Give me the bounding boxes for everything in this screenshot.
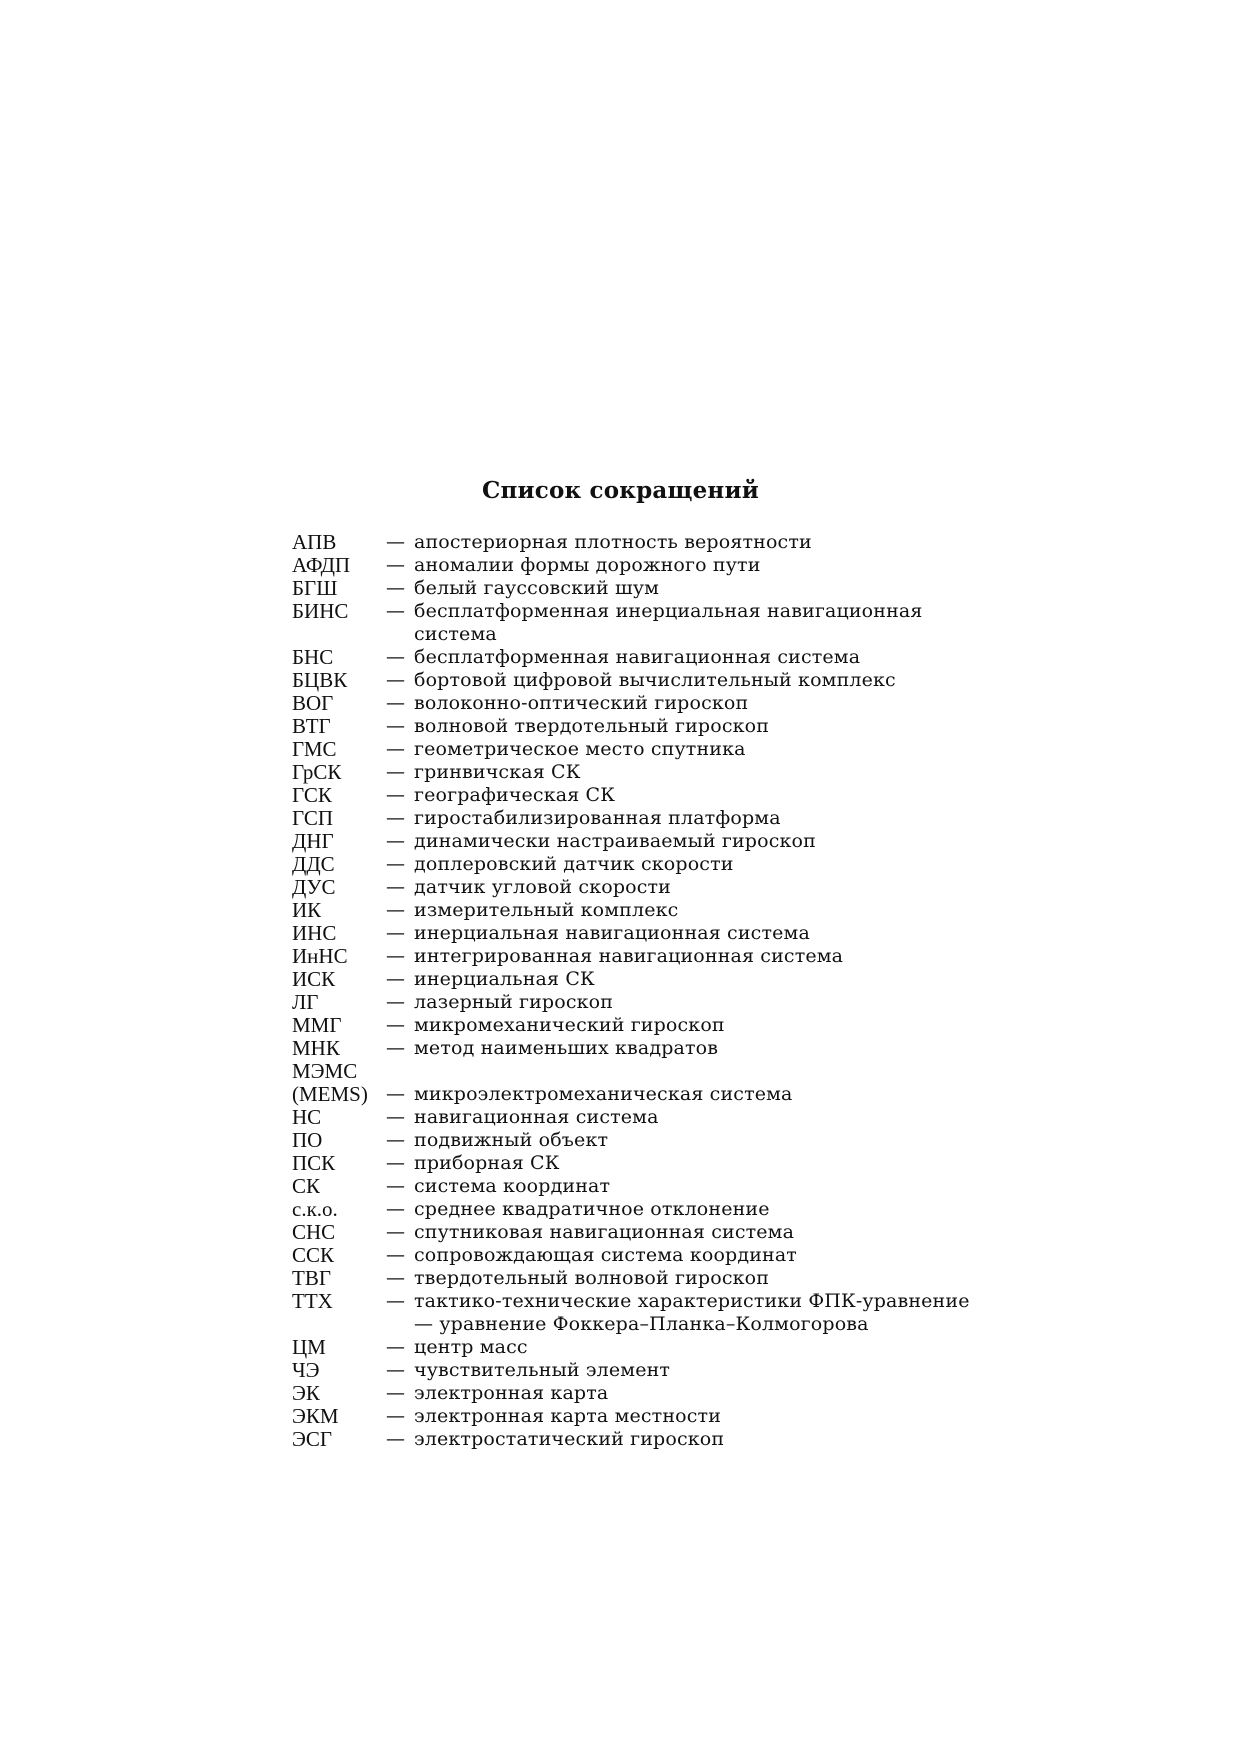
abbreviation-row xyxy=(292,1060,992,1083)
abbreviation-term: ДНГ xyxy=(292,829,334,853)
abbreviation-definition: центр масс xyxy=(414,1336,528,1358)
abbreviation-term: ПСК xyxy=(292,1151,336,1175)
abbreviation-dash: — xyxy=(386,646,405,668)
abbreviation-row xyxy=(292,577,992,600)
abbreviation-term: ДДС xyxy=(292,852,335,876)
abbreviation-row xyxy=(292,945,992,968)
abbreviation-dash: — xyxy=(386,991,405,1013)
abbreviation-row xyxy=(292,853,992,876)
abbreviation-term: ЭСГ xyxy=(292,1427,333,1451)
abbreviation-row xyxy=(292,1336,992,1359)
abbreviation-term: (MEMS) xyxy=(292,1082,368,1106)
abbreviation-definition: бесплатформенная навигационная система xyxy=(414,646,861,668)
abbreviation-term: ТВГ xyxy=(292,1266,331,1290)
abbreviation-term: СНС xyxy=(292,1220,336,1244)
abbreviation-row xyxy=(292,922,992,945)
abbreviation-row xyxy=(292,1359,992,1382)
abbreviation-dash: — xyxy=(386,1152,405,1174)
abbreviation-row xyxy=(292,807,992,830)
abbreviation-definition: географическая СК xyxy=(414,784,616,806)
abbreviation-row xyxy=(292,1106,992,1129)
abbreviation-row xyxy=(292,715,992,738)
abbreviation-dash: — xyxy=(386,600,405,622)
abbreviation-row xyxy=(292,600,992,646)
abbreviation-definition: микромеханический гироскоп xyxy=(414,1014,725,1036)
abbreviation-row xyxy=(292,1382,992,1405)
abbreviation-term: ИнНС xyxy=(292,944,348,968)
abbreviation-row xyxy=(292,1175,992,1198)
abbreviation-definition: навигационная система xyxy=(414,1106,659,1128)
abbreviation-row xyxy=(292,830,992,853)
abbreviation-definition: микроэлектромеханическая система xyxy=(414,1083,793,1105)
abbreviation-dash: — xyxy=(386,1129,405,1151)
abbreviation-term: ВОГ xyxy=(292,691,334,715)
abbreviation-dash: — xyxy=(386,1037,405,1059)
abbreviation-definition: инерциальная навигационная система xyxy=(414,922,810,944)
abbreviation-term: с.к.о. xyxy=(292,1197,338,1221)
abbreviation-dash: — xyxy=(386,715,405,737)
abbreviation-term: ТТХ xyxy=(292,1289,333,1313)
abbreviation-term: ЧЭ xyxy=(292,1358,320,1382)
abbreviation-row xyxy=(292,531,992,554)
abbreviation-definition: тактико-технические характеристики ФПК-уравнение — уравнение Фоккера–Планка–Колмогорова xyxy=(414,1290,970,1335)
abbreviation-definition: сопровождающая система координат xyxy=(414,1244,797,1266)
abbreviation-term: ГМС xyxy=(292,737,337,761)
abbreviation-dash: — xyxy=(386,1106,405,1128)
abbreviation-dash: — xyxy=(386,899,405,921)
abbreviation-list xyxy=(292,531,992,1451)
abbreviation-dash: — xyxy=(386,968,405,990)
abbreviation-term: ИК xyxy=(292,898,322,922)
abbreviation-term: ГрСК xyxy=(292,760,342,784)
abbreviation-row xyxy=(292,1037,992,1060)
abbreviation-definition: метод наименьших квадратов xyxy=(414,1037,719,1059)
abbreviation-definition: гринвичская СК xyxy=(414,761,581,783)
abbreviation-dash: — xyxy=(386,1198,405,1220)
abbreviation-term: ММГ xyxy=(292,1013,342,1037)
abbreviation-term: ИСК xyxy=(292,967,336,991)
abbreviation-definition: спутниковая навигационная система xyxy=(414,1221,795,1243)
abbreviation-dash: — xyxy=(386,577,405,599)
abbreviation-dash: — xyxy=(386,669,405,691)
abbreviation-definition: подвижный объект xyxy=(414,1129,609,1151)
abbreviation-definition: волоконно-оптический гироскоп xyxy=(414,692,749,714)
abbreviation-term: НС xyxy=(292,1105,322,1129)
abbreviation-dash: — xyxy=(386,692,405,714)
abbreviation-definition: лазерный гироскоп xyxy=(414,991,614,1013)
abbreviation-definition: геометрическое место спутника xyxy=(414,738,746,760)
abbreviation-dash: — xyxy=(386,1405,405,1427)
abbreviation-term: МЭМС xyxy=(292,1059,358,1083)
abbreviation-term: ЭК xyxy=(292,1381,320,1405)
abbreviation-dash: — xyxy=(386,554,405,576)
abbreviation-row xyxy=(292,899,992,922)
abbreviation-row xyxy=(292,669,992,692)
abbreviation-dash: — xyxy=(386,922,405,944)
abbreviation-definition: среднее квадратичное отклонение xyxy=(414,1198,770,1220)
abbreviation-definition: интегрированная навигационная система xyxy=(414,945,844,967)
abbreviation-definition: аномалии формы дорожного пути xyxy=(414,554,761,576)
abbreviation-dash: — xyxy=(386,1359,405,1381)
abbreviation-row xyxy=(292,1198,992,1221)
abbreviation-definition: апостериорная плотность вероятности xyxy=(414,531,812,553)
abbreviation-row xyxy=(292,646,992,669)
abbreviation-term: ПО xyxy=(292,1128,323,1152)
abbreviation-dash: — xyxy=(386,1336,405,1358)
abbreviation-row xyxy=(292,1221,992,1244)
abbreviation-term: БИНС xyxy=(292,599,349,623)
abbreviation-dash: — xyxy=(386,830,405,852)
abbreviation-term: ЦМ xyxy=(292,1335,326,1359)
abbreviation-row xyxy=(292,784,992,807)
abbreviation-row xyxy=(292,1244,992,1267)
abbreviation-row xyxy=(292,1083,992,1106)
abbreviation-dash: — xyxy=(386,1428,405,1450)
abbreviation-row xyxy=(292,1267,992,1290)
abbreviation-dash: — xyxy=(386,876,405,898)
abbreviation-dash: — xyxy=(386,1382,405,1404)
abbreviation-definition: измерительный комплекс xyxy=(414,899,679,921)
abbreviation-row xyxy=(292,1152,992,1175)
abbreviation-dash: — xyxy=(386,531,405,553)
abbreviation-term: ЭКМ xyxy=(292,1404,339,1428)
abbreviation-dash: — xyxy=(386,1175,405,1197)
abbreviation-term: БЦВК xyxy=(292,668,348,692)
abbreviation-definition: электронная карта местности xyxy=(414,1405,722,1427)
page-title: Список сокращений xyxy=(482,477,759,505)
abbreviation-dash: — xyxy=(386,1290,405,1312)
abbreviation-definition: электростатический гироскоп xyxy=(414,1428,725,1450)
abbreviation-dash: — xyxy=(386,1267,405,1289)
abbreviation-definition: электронная карта xyxy=(414,1382,609,1404)
abbreviation-definition: бесплатформенная инерциальная навигационная система xyxy=(414,600,923,645)
abbreviation-definition: динамически настраиваемый гироскоп xyxy=(414,830,816,852)
abbreviation-definition: приборная СК xyxy=(414,1152,560,1174)
abbreviation-dash: — xyxy=(386,1083,405,1105)
abbreviation-term: АПВ xyxy=(292,530,337,554)
abbreviation-term: ГСП xyxy=(292,806,334,830)
abbreviation-term: БНС xyxy=(292,645,334,669)
abbreviation-row xyxy=(292,554,992,577)
abbreviation-term: ИНС xyxy=(292,921,337,945)
abbreviation-definition: твердотельный волновой гироскоп xyxy=(414,1267,770,1289)
abbreviation-term: МНК xyxy=(292,1036,340,1060)
abbreviation-dash: — xyxy=(386,1221,405,1243)
abbreviation-term: АФДП xyxy=(292,553,351,577)
abbreviation-row xyxy=(292,1129,992,1152)
abbreviation-row xyxy=(292,991,992,1014)
abbreviation-dash: — xyxy=(386,738,405,760)
abbreviation-definition: белый гауссовский шум xyxy=(414,577,660,599)
abbreviation-term: ЛГ xyxy=(292,990,319,1014)
abbreviation-definition: система координат xyxy=(414,1175,611,1197)
abbreviation-term: ДУС xyxy=(292,875,336,899)
abbreviation-term: ГСК xyxy=(292,783,332,807)
abbreviation-row xyxy=(292,761,992,784)
abbreviation-dash: — xyxy=(386,761,405,783)
abbreviation-row xyxy=(292,876,992,899)
abbreviation-definition: доплеровский датчик скорости xyxy=(414,853,734,875)
abbreviation-dash: — xyxy=(386,853,405,875)
abbreviation-row xyxy=(292,692,992,715)
abbreviation-definition: чувствительный элемент xyxy=(414,1359,671,1381)
abbreviation-row xyxy=(292,1014,992,1037)
abbreviation-dash: — xyxy=(386,807,405,829)
abbreviation-dash: — xyxy=(386,1014,405,1036)
abbreviation-definition: волновой твердотельный гироскоп xyxy=(414,715,770,737)
abbreviation-definition: бортовой цифровой вычислительный комплекс xyxy=(414,669,896,691)
abbreviation-dash: — xyxy=(386,784,405,806)
abbreviation-definition: инерциальная СК xyxy=(414,968,595,990)
abbreviation-term: СК xyxy=(292,1174,321,1198)
abbreviation-row xyxy=(292,1405,992,1428)
abbreviation-term: БГШ xyxy=(292,576,338,600)
abbreviation-row xyxy=(292,738,992,761)
abbreviation-definition: датчик угловой скорости xyxy=(414,876,671,898)
abbreviation-term: ССК xyxy=(292,1243,335,1267)
abbreviation-dash: — xyxy=(386,1244,405,1266)
abbreviation-definition: гиростабилизированная платформа xyxy=(414,807,781,829)
abbreviation-row xyxy=(292,1290,992,1336)
abbreviation-dash: — xyxy=(386,945,405,967)
abbreviation-row xyxy=(292,968,992,991)
abbreviation-term: ВТГ xyxy=(292,714,331,738)
abbreviation-row xyxy=(292,1428,992,1451)
